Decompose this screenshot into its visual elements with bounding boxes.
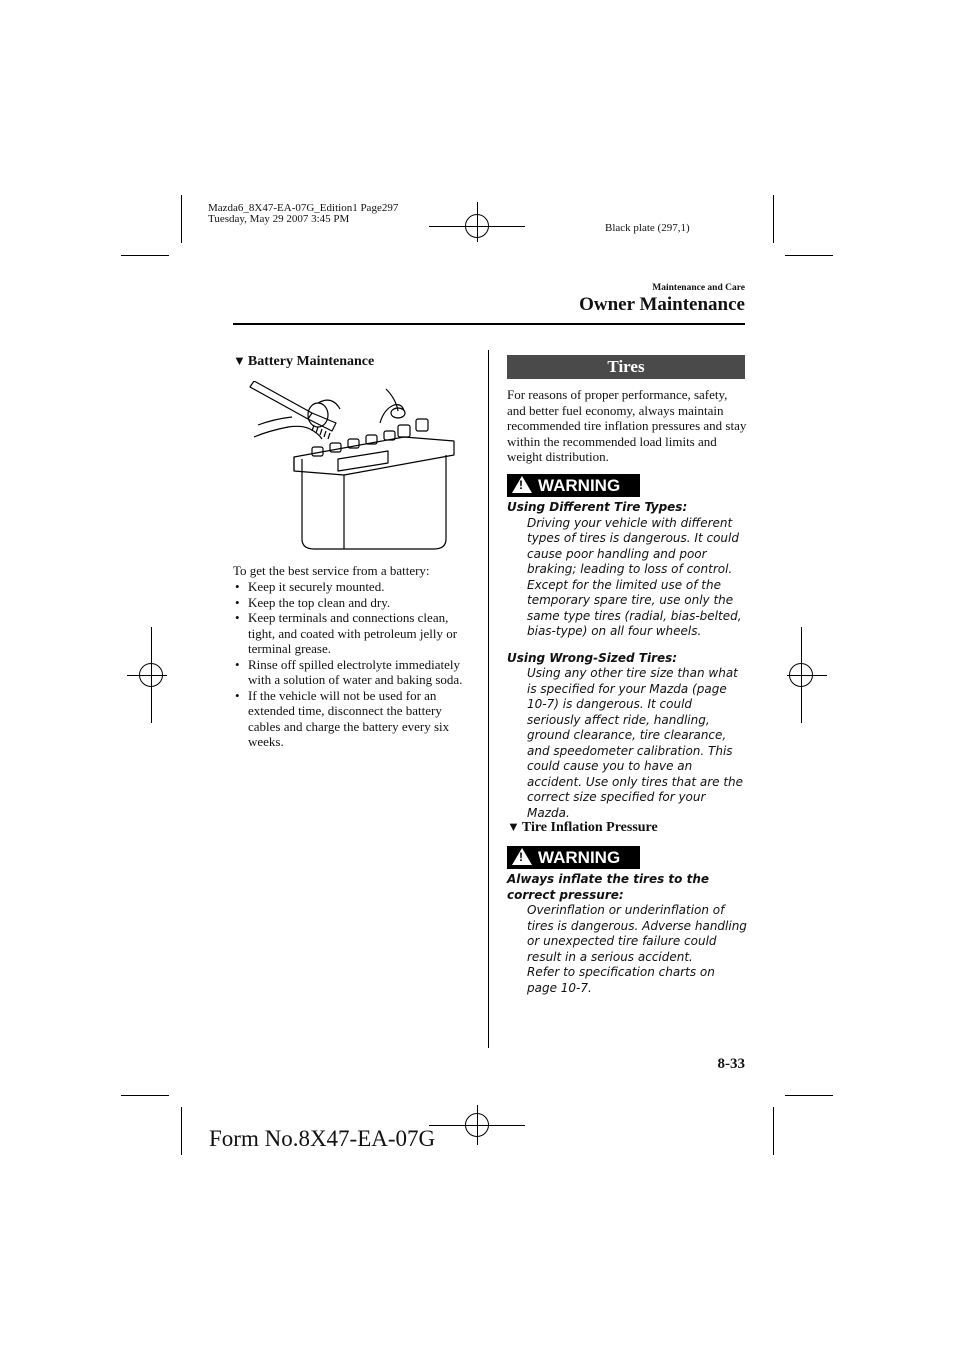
page-number: 8-33	[717, 1056, 745, 1072]
print-date-line: Tuesday, May 29 2007 3:45 PM	[208, 213, 350, 225]
warning-box-inflation	[507, 872, 747, 996]
battery-maintenance-heading	[233, 353, 473, 370]
list-item: • Keep terminals and connections clean, tight, and coated with petroleum jelly or terminal grease.	[233, 610, 473, 657]
warning-label: WARNING	[538, 848, 621, 867]
list-item: • Keep the top clean and dry.	[233, 595, 473, 611]
battery-cleaning-illustration	[248, 381, 458, 553]
warning-text: Using any other tire size than what is specified for your Mazda (page 10-7) is dangerous. It could seriously affect ride, handling, ground clearance, tire clearance, and speedometer calibration. This could cause you to have an accident. Use only tires that are the correct size specified for your Mazda.	[527, 666, 744, 820]
header-rule	[233, 323, 745, 325]
registration-circle	[465, 1113, 489, 1137]
section-label: Maintenance and Care	[652, 283, 745, 293]
warning-text: Refer to specification charts on page 10-7.	[527, 965, 715, 995]
registration-circle	[139, 663, 163, 687]
battery-tips-list	[233, 579, 473, 750]
warning-badge	[507, 474, 640, 497]
column-divider	[488, 350, 489, 1048]
warning-title: Using Different Tire Types:	[507, 500, 688, 514]
black-plate-label: Black plate (297,1)	[605, 222, 690, 234]
triangle-down-icon: ▼	[507, 819, 520, 834]
form-number: Form No.8X47-EA-07G	[209, 1126, 436, 1151]
warning-text: Overinflation or underinflation of tires is dangerous. Adverse handling or unexpected tire failure could result in a serious accident.	[527, 903, 747, 964]
warning-triangle-icon: !	[512, 476, 532, 493]
battery-heading-text: Battery Maintenance	[247, 354, 375, 369]
page-title: Owner Maintenance	[579, 294, 745, 315]
crop-mark	[121, 1095, 169, 1096]
print-file-line: Mazda6_8X47-EA-07G_Edition1 Page297	[208, 202, 399, 214]
crop-mark	[773, 1107, 774, 1155]
warning-triangle-icon: !	[512, 848, 532, 865]
crop-mark	[773, 195, 774, 243]
warning-box-tire-types	[507, 500, 747, 821]
tires-intro: For reasons of proper performance, safety, and better fuel economy, always maintain recommended tire inflation pressures and stay within the recommended load limits and weight distribution.	[507, 387, 747, 464]
triangle-down-icon: ▼	[233, 353, 246, 368]
crop-mark	[785, 1095, 833, 1096]
crop-mark	[181, 195, 182, 243]
registration-circle	[789, 663, 813, 687]
crop-mark	[121, 255, 169, 256]
crop-mark	[181, 1107, 182, 1155]
list-item: • If the vehicle will not be used for an extended time, disconnect the battery cables and charge the battery every six weeks.	[233, 688, 473, 750]
battery-intro: To get the best service from a battery:	[233, 563, 430, 578]
warning-title: Always inflate the tires to the correct pressure:	[507, 872, 710, 902]
tires-heading: Tires	[507, 355, 745, 379]
list-item: • Rinse off spilled electrolyte immediately with a solution of water and baking soda.	[233, 657, 473, 688]
warning-title: Using Wrong-Sized Tires:	[507, 650, 678, 665]
warning-badge	[507, 846, 640, 869]
registration-circle	[465, 214, 489, 238]
tire-inflation-heading-text: Tire Inflation Pressure	[521, 820, 658, 835]
crop-mark	[785, 255, 833, 256]
list-item: • Keep it securely mounted.	[233, 579, 473, 595]
tire-inflation-heading	[507, 819, 747, 836]
warning-text: Driving your vehicle with different types of tires is dangerous. It could cause poor handling and poor braking; leading to loss of control. Except for the limited use of the temporary spare tire, use only the same type tires (radial, bias-belted, bias-type) on all four wheels.	[527, 515, 742, 638]
warning-label: WARNING	[538, 476, 621, 495]
